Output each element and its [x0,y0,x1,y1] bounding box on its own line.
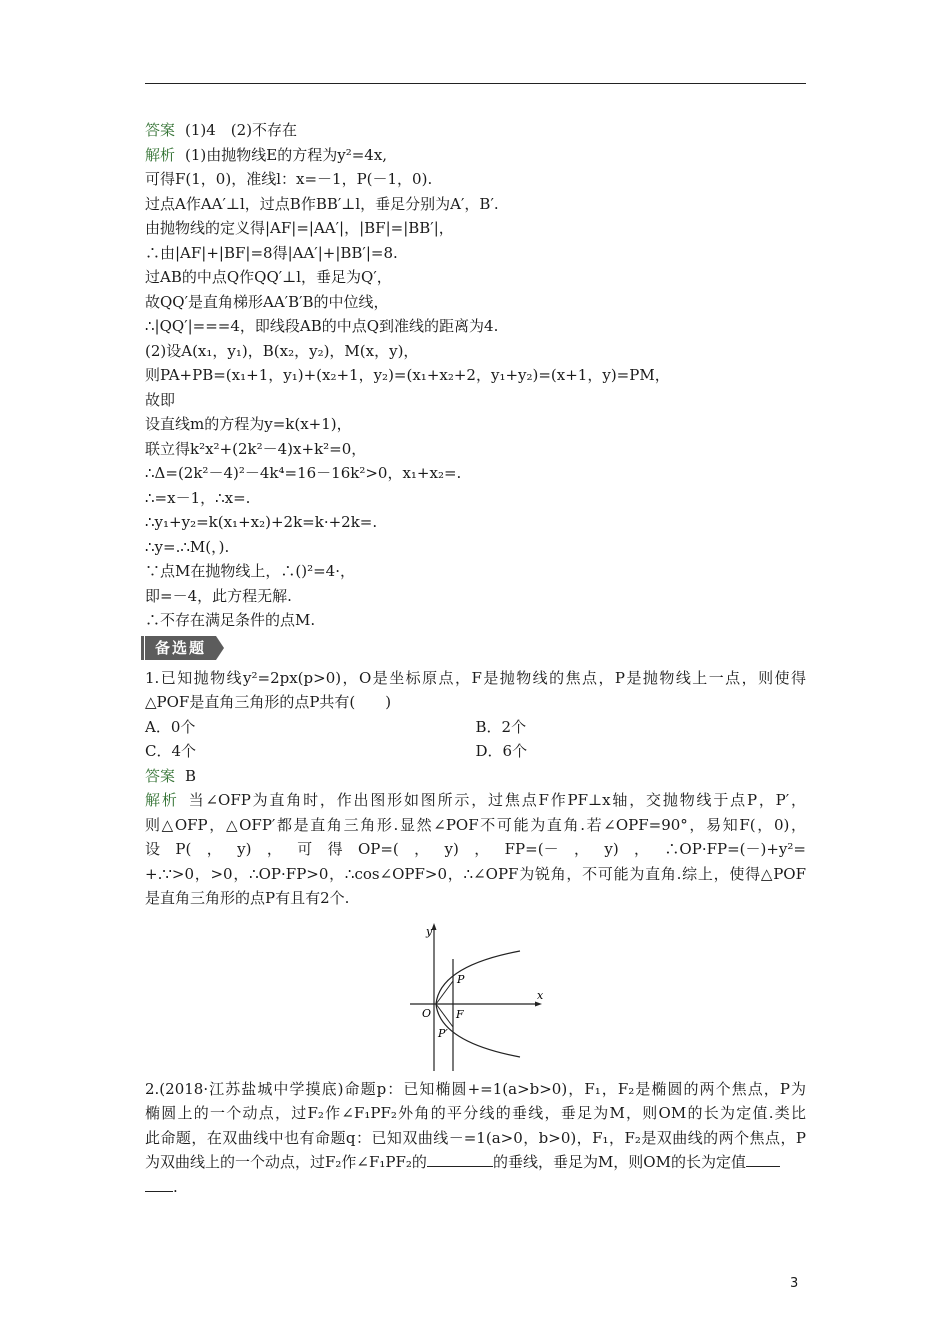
question-1-line-2: △POF是直角三角形的点P共有( ) [145,693,392,711]
answer-line-1 [145,118,806,143]
analysis-line: ∴y₁+y₂=k(x₁+x₂)+2k=k·+2k=. [145,513,378,531]
analysis-line: ∴y=.∴M(，). [145,537,230,556]
analysis-line: ∴由|AF|+|BF|=8得|AA′|+|BB′|=8. [145,243,398,262]
q1-analysis-line: 则△OFP，△OFP′都是直角三角形.显然∠POF不可能为直角.若∠OPF=90°，易知F(，0)， [145,815,806,834]
option-d: D．6个 [475,742,528,760]
option-a: A．0个 [145,717,196,736]
q2-text: 的垂线，垂足为M，则OM的长为定值 [492,1153,746,1171]
q1-analysis-line: +.∵>0，>0，∴OP·FP>0，∴cos∠OPF>0，∴∠OPF为锐角，不可能为直角.综上，使得△POF [145,864,806,883]
answer-text: (1)4 (2)不存在 [185,121,298,139]
analysis-line: 过AB的中点Q作QQ′⊥l，垂足为Q′， [145,268,392,286]
x-label: x [537,988,544,1002]
analysis-line: 可得F(1，0)，准线l：x=－1，P(－1，0). [145,170,433,188]
analysis-label: 解析 [145,791,179,809]
analysis-line: 故QQ′是直角梯形AA′B′B的中位线， [145,292,389,311]
point-pprime-label: P′ [438,1026,448,1040]
option-b: B．2个 [475,717,527,736]
analysis-line: ∴|QQ′|===4，即线段AB的中点Q到准线的距离为4. [145,317,499,335]
section-banner: 备选题 [145,636,216,660]
question-2-line-4 [145,1150,806,1175]
answer-label: 答案 [145,766,176,785]
focus-label: F [456,1007,464,1021]
q1-analysis-line: 设P(，y)，可得OP=(，y)，FP=(－，y)，∴OP·FP=(－)+y²= [145,840,806,858]
x-axis-arrow [535,1001,542,1006]
analysis-line: (2)设A(x₁，y₁)，B(x₂，y₂)，M(x，y)， [145,341,419,360]
analysis-line: ∴不存在满足条件的点M. [145,611,316,629]
analysis-text: (1)由抛物线E的方程为y²=4x, [185,145,388,164]
q2-text: . [173,1177,178,1196]
options-row-1 [145,715,806,740]
question-2-line: 2.(2018·江苏盐城中学摸底)命题p：已知椭圆+=1(a>b>0)，F₁，F₂是椭圆的两个焦点，P为 [145,1079,806,1098]
parabola-figure [145,921,806,1071]
analysis-line: ∵点M在抛物线上，∴()²=4·， [145,562,355,580]
analysis-line-1 [145,143,806,168]
analysis-line: 设直线m的方程为y=k(x+1)， [145,415,352,433]
analysis-line: 联立得k²x²+(2k²－4)x+k²=0， [145,439,367,458]
page-content [145,118,806,1199]
point-p-label: P [457,972,465,986]
y-axis-arrow [432,923,437,930]
answer-line-2 [145,764,806,789]
header-rule [145,83,806,84]
options-row-2 [145,739,806,764]
parabola-diagram [410,921,550,1071]
fill-blank-2[interactable] [746,1152,780,1167]
analysis-text: 当∠OFP为直角时，作出图形如图所示，过焦点F作PF⊥x轴，交抛物线于点P，P′， [188,791,806,809]
question-2-line-5 [145,1175,806,1200]
q1-analysis-line: 是直角三角形的点P有且有2个. [145,889,350,907]
analysis-line: ∴Δ=(2k²－4)²－4k⁴=16－16k²>0，x₁+x₂=. [145,464,462,482]
analysis-line: 则PA+PB=(x₁+1，y₁)+(x₂+1，y₂)=(x₁+x₂+2，y₁+y₂)=(x+1，y)=PM， [145,366,670,384]
analysis-line: 故即 [145,390,176,409]
fill-blank-2-continued[interactable] [145,1177,173,1192]
question-1-line-1: 1.已知抛物线y²=2px(p>0)，O是坐标原点，F是抛物线的焦点，P是抛物线上一点，则使得 [145,668,806,687]
question-2-line: 椭圆上的一个动点，过F₂作∠F₁PF₂外角的平分线的垂线，垂足为M，则OM的长为定值.类比 [145,1104,806,1122]
origin-label: O [422,1006,432,1020]
fill-blank-1[interactable] [427,1152,493,1167]
analysis-line: 过点A作AA′⊥l，过点B作BB′⊥l，垂足分别为A′，B′. [145,194,499,213]
analysis-line: 即=－4，此方程无解. [145,586,292,605]
option-c: C．4个 [145,742,197,760]
page-number: 3 [790,1276,799,1291]
analysis-line: ∴=x－1，∴x=. [145,488,251,507]
q1-analysis-line-1 [145,788,806,813]
question-2-line: 此命题，在双曲线中也有命题q：已知双曲线－=1(a>0，b>0)，F₁，F₂是双曲线的两个焦点，P [145,1128,806,1147]
q2-text: 为双曲线上的一个动点，过F₂作∠F₁PF₂的 [145,1153,427,1171]
analysis-line: 由抛物线的定义得|AF|=|AA′|，|BF|=|BB′|， [145,219,454,237]
analysis-label: 解析 [145,145,176,164]
answer-label: 答案 [145,121,176,139]
y-label: y [426,924,433,938]
answer-text: B [185,766,197,785]
